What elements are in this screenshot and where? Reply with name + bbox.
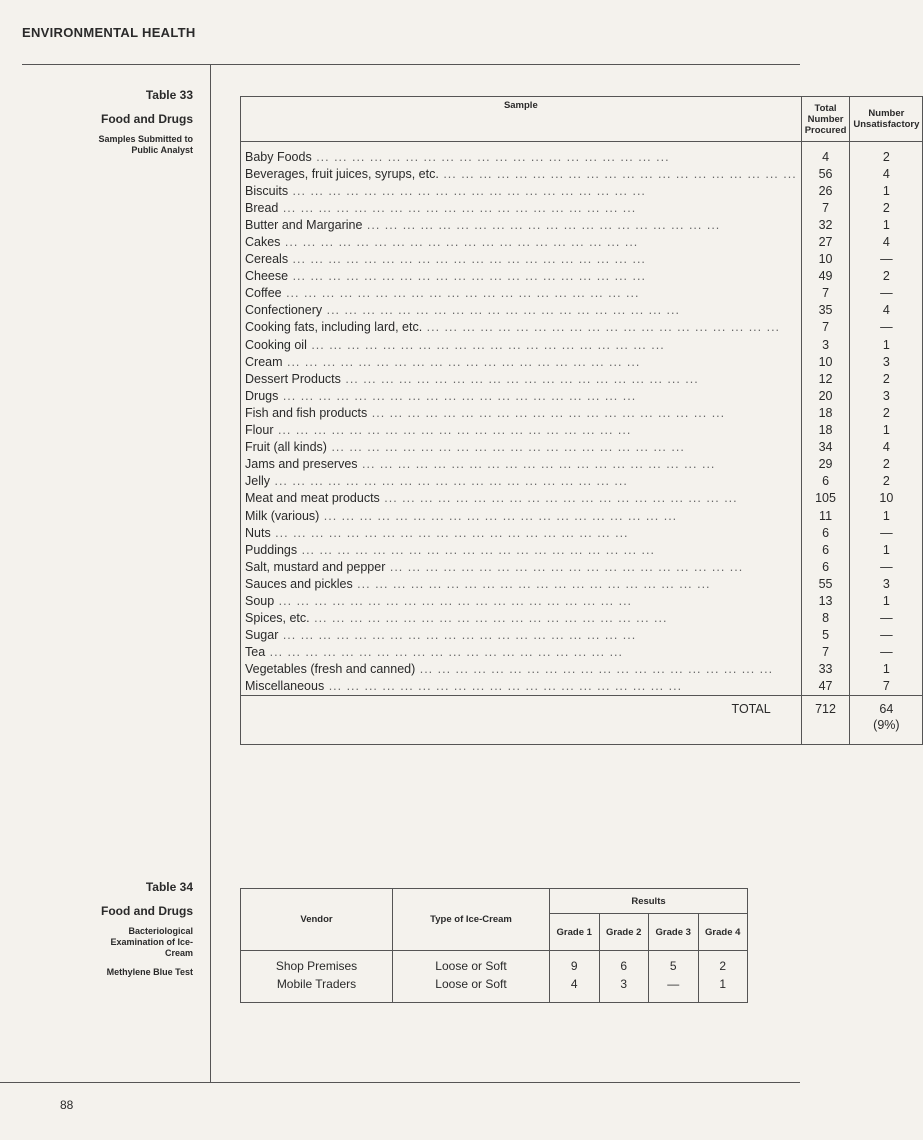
leader-dots: ... ... ... ... ... ... ... ... ... ... ... ... ... ... ... ... ... ... ... ... [282,354,641,369]
table-row [241,678,923,696]
total-procured-cell: 6 [801,558,850,575]
leader-dots: ... ... ... ... ... ... ... ... ... ... ... ... ... ... ... ... ... ... ... ... [265,645,623,660]
table-row [241,422,923,439]
total-procured-cell: 10 [801,251,850,268]
total-row [241,696,923,745]
leader-dots: ... ... ... ... ... ... ... ... ... ... ... ... ... ... ... ... ... ... ... ... [273,423,632,438]
leader-dots: ... ... ... ... ... ... ... ... ... ... ... ... ... ... ... ... ... ... ... ... [379,491,738,506]
unsatisfactory-cell: — [850,524,923,541]
total-procured-cell: 27 [801,233,850,250]
sample-name: Spices, etc. [245,611,310,626]
total-procured-cell: 29 [801,456,850,473]
sample-cell [241,507,802,524]
sample-name: Cooking oil [245,337,307,352]
sample-cell [241,473,802,490]
table-row [241,951,748,977]
total-procured-cell: 5 [801,627,850,644]
sample-cell [241,142,802,166]
sample-name: Biscuits [245,183,289,198]
table34-label: Table 34 [145,880,193,894]
total-procured-cell: 7 [801,285,850,302]
total-procured-cell: 55 [801,575,850,592]
sample-name: Nuts [245,525,271,540]
sample-cell [241,592,802,609]
sample-cell [241,404,802,421]
total-procured-cell: 32 [801,216,850,233]
leader-dots: ... ... ... ... ... ... ... ... ... ... ... ... ... ... ... ... ... ... ... ... [385,559,744,574]
sample-cell [241,285,802,302]
table-row [241,473,923,490]
table-row [241,404,923,421]
unsatisfactory-cell: 1 [850,541,923,558]
col-grade-2: Grade 2 [599,914,649,951]
unsatisfactory-cell: — [850,285,923,302]
sample-name: Flour [245,423,274,438]
unsatisfactory-cell: 4 [850,233,923,250]
table-row [241,610,923,627]
unsatisfactory-cell: 4 [850,439,923,456]
sample-name: Soup [245,593,275,608]
sample-cell [241,370,802,387]
sample-cell [241,199,802,216]
table-row [241,353,923,370]
total-procured-cell: 8 [801,610,850,627]
total-procured-cell: 7 [801,644,850,661]
table-row [241,558,923,575]
unsatisfactory-cell: 2 [850,456,923,473]
unsatisfactory-cell: — [850,558,923,575]
g3-cell: 5 [649,951,699,977]
total-procured-cell: 35 [801,302,850,319]
total-procured-cell: 33 [801,661,850,678]
sample-name: Beverages, fruit juices, syrups, etc. [245,166,439,181]
sample-name: Tea [245,645,266,660]
bottom-rule [0,1082,800,1083]
sample-cell [241,268,802,285]
table-row [241,490,923,507]
sample-name: Salt, mustard and pepper [245,559,386,574]
table-row [241,524,923,541]
col-ice-cream-type: Type of Ice-Cream [393,889,550,951]
table-row [241,627,923,644]
leader-dots: ... ... ... ... ... ... ... ... ... ... ... ... ... ... ... ... ... ... ... ... [274,593,633,608]
unsatisfactory-cell: 1 [850,592,923,609]
sample-name: Sauces and pickles [245,576,353,591]
table33-label: Table 33 [145,88,193,102]
unsatisfactory-cell: 4 [850,302,923,319]
sample-cell [241,422,802,439]
table-row [241,319,923,336]
sample-cell [241,610,802,627]
leader-dots: ... ... ... ... ... ... ... ... ... ... ... ... ... ... ... ... ... ... ... ... [311,149,670,164]
unsatisfactory-cell: 2 [850,370,923,387]
total-procured-cell: 6 [801,473,850,490]
unsatisfactory-cell: 1 [850,507,923,524]
leader-dots: ... ... ... ... ... ... ... ... ... ... ... ... ... ... ... ... ... ... ... ... [270,525,629,540]
sample-name: Sugar [245,628,279,643]
table-row [241,142,923,166]
sample-name: Confectionery [245,303,323,318]
table-row [241,285,923,302]
sample-name: Baby Foods [245,149,312,164]
sample-name: Vegetables (fresh and canned) [245,662,416,677]
table34-body [241,951,748,1003]
g1-cell: 4 [550,976,600,1003]
sample-cell [241,319,802,336]
total-procured-cell: 56 [801,165,850,182]
type-cell: Loose or Soft [393,976,550,1003]
table-row [241,251,923,268]
sample-cell [241,541,802,558]
unsatisfactory-cell: 1 [850,336,923,353]
leader-dots: ... ... ... ... ... ... ... ... ... ... ... ... ... ... ... ... ... ... ... ... [288,252,646,267]
top-rule [22,64,800,65]
table33-body [241,142,923,696]
table34-method: Methylene Blue Test [106,967,193,977]
g2-cell: 3 [599,976,649,1003]
table-row [241,233,923,250]
sample-cell [241,678,802,696]
sample-cell [241,439,802,456]
unsatisfactory-cell: 10 [850,490,923,507]
sample-name: Jams and preserves [245,457,358,472]
table33-subtitle: Samples Submitted to Public Analyst [98,134,193,155]
table-row [241,336,923,353]
sample-cell [241,182,802,199]
unsatisfactory-cell: 1 [850,182,923,199]
total-procured-cell: 6 [801,524,850,541]
unsatisfactory-cell: 3 [850,575,923,592]
total-procured-cell: 105 [801,490,850,507]
total-procured-cell: 18 [801,422,850,439]
col-unsatisfactory: Number Unsatisfactory [850,97,923,142]
vendor-cell: Mobile Traders [241,976,393,1003]
total-procured-cell: 4 [801,142,850,166]
table33-title: Food and Drugs [101,112,193,126]
leader-dots: ... ... ... ... ... ... ... ... ... ... ... ... ... ... ... ... ... ... ... ... [297,542,655,557]
leader-dots: ... ... ... ... ... ... ... ... ... ... ... ... ... ... ... ... ... ... ... ... [270,474,628,489]
unsatisfactory-cell: 4 [850,165,923,182]
sample-name: Cheese [245,269,289,284]
vendor-cell: Shop Premises [241,951,393,977]
total-procured-cell: 26 [801,182,850,199]
sample-name: Cakes [245,235,281,250]
sample-cell [241,336,802,353]
unsatisfactory-cell: 2 [850,199,923,216]
total-procured-cell: 6 [801,541,850,558]
leader-dots: ... ... ... ... ... ... ... ... ... ... ... ... ... ... ... ... ... ... ... ... [288,183,646,198]
leader-dots: ... ... ... ... ... ... ... ... ... ... ... ... ... ... ... ... ... ... ... ... [306,337,665,352]
col-total-procured: Total Number Procured [801,97,850,142]
sample-name: Butter and Margarine [245,217,363,232]
total-procured-cell: 7 [801,319,850,336]
col-results: Results [550,889,748,914]
total-value: 712 [801,696,850,745]
leader-dots: ... ... ... ... ... ... ... ... ... ... ... ... ... ... ... ... ... ... ... ... [422,320,781,335]
col-grade-1: Grade 1 [550,914,600,951]
total-procured-cell: 7 [801,199,850,216]
unsatisfactory-cell: 1 [850,661,923,678]
unsatisfactory-cell: — [850,319,923,336]
unsatisfactory-cell: 2 [850,473,923,490]
sample-cell [241,524,802,541]
sample-cell [241,353,802,370]
table33 [240,96,923,745]
unsatisfactory-cell: — [850,627,923,644]
leader-dots: ... ... ... ... ... ... ... ... ... ... ... ... ... ... ... ... ... ... ... ... [309,611,668,626]
sample-cell [241,490,802,507]
unsatisfactory-cell: 2 [850,142,923,166]
sample-cell [241,387,802,404]
col-sample: Sample [241,97,802,142]
total-procured-cell: 34 [801,439,850,456]
table-row [241,165,923,182]
leader-dots: ... ... ... ... ... ... ... ... ... ... ... ... ... ... ... ... ... ... ... ... [319,508,678,523]
leader-dots: ... ... ... ... ... ... ... ... ... ... ... ... ... ... ... ... ... ... ... ... [324,679,683,694]
unsatisfactory-cell: 1 [850,216,923,233]
leader-dots: ... ... ... ... ... ... ... ... ... ... ... ... ... ... ... ... ... ... ... ... [357,457,716,472]
leader-dots: ... ... ... ... ... ... ... ... ... ... ... ... ... ... ... ... ... ... ... ... [278,388,637,403]
total-procured-cell: 49 [801,268,850,285]
sample-name: Meat and meat products [245,491,380,506]
total-procured-cell: 47 [801,678,850,696]
table34-caption [13,880,193,978]
total-procured-cell: 13 [801,592,850,609]
column-divider [210,64,211,1082]
sample-name: Fish and fish products [245,405,368,420]
table-row [241,387,923,404]
table-row [241,439,923,456]
total-procured-cell: 12 [801,370,850,387]
unsatisfactory-cell: 2 [850,404,923,421]
g1-cell: 9 [550,951,600,977]
col-vendor: Vendor [241,889,393,951]
g2-cell: 6 [599,951,649,977]
g4-cell: 2 [698,951,748,977]
sample-name: Cooking fats, including lard, etc. [245,320,423,335]
sample-name: Milk (various) [245,508,320,523]
total-unsat-count: 64 [879,702,894,716]
total-procured-cell: 20 [801,387,850,404]
table34-title: Food and Drugs [101,904,193,918]
sample-cell [241,558,802,575]
sample-cell [241,165,802,182]
sample-name: Cream [245,354,283,369]
leader-dots: ... ... ... ... ... ... ... ... ... ... ... ... ... ... ... ... ... ... ... ... [367,405,726,420]
leader-dots: ... ... ... ... ... ... ... ... ... ... ... ... ... ... ... ... ... ... ... ... [280,235,639,250]
table33-caption [13,88,193,156]
total-procured-cell: 11 [801,507,850,524]
leader-dots: ... ... ... ... ... ... ... ... ... ... ... ... ... ... ... ... ... ... ... ... [281,286,640,301]
table-row [241,199,923,216]
page-number: 88 [60,1098,74,1112]
table34 [240,888,748,1003]
table-row [241,182,923,199]
table-row [241,507,923,524]
leader-dots: ... ... ... ... ... ... ... ... ... ... ... ... ... ... ... ... ... ... ... ... [278,628,637,643]
leader-dots: ... ... ... ... ... ... ... ... ... ... ... ... ... ... ... ... ... ... ... ... [340,371,699,386]
unsatisfactory-cell: 3 [850,353,923,370]
unsatisfactory-cell: — [850,610,923,627]
table34-subtitle: Bacteriological Examination of Ice-Cream [110,926,193,958]
total-unsatisfactory [850,696,923,745]
sample-name: Jelly [245,474,271,489]
sample-name: Puddings [245,542,298,557]
table-row [241,976,748,1003]
unsatisfactory-cell: — [850,644,923,661]
sample-name: Coffee [245,286,282,301]
sample-cell [241,302,802,319]
g3-cell: — [649,976,699,1003]
table-row [241,592,923,609]
col-grade-4: Grade 4 [698,914,748,951]
sample-name: Fruit (all kinds) [245,440,327,455]
col-grade-3: Grade 3 [649,914,699,951]
unsatisfactory-cell: 7 [850,678,923,696]
total-procured-cell: 3 [801,336,850,353]
sample-name: Cereals [245,252,289,267]
sample-cell [241,251,802,268]
leader-dots: ... ... ... ... ... ... ... ... ... ... ... ... ... ... ... ... ... ... ... ... [326,440,685,455]
table-row [241,644,923,661]
unsatisfactory-cell: 1 [850,422,923,439]
type-cell: Loose or Soft [393,951,550,977]
table-row [241,302,923,319]
sample-name: Bread [245,200,279,215]
sample-cell [241,216,802,233]
table-row [241,456,923,473]
total-label: TOTAL [241,696,802,745]
table-row [241,541,923,558]
total-procured-cell: 10 [801,353,850,370]
sample-cell [241,661,802,678]
leader-dots: ... ... ... ... ... ... ... ... ... ... ... ... ... ... ... ... ... ... ... ... [415,662,774,677]
sample-cell [241,644,802,661]
table-row [241,216,923,233]
table-row [241,575,923,592]
leader-dots: ... ... ... ... ... ... ... ... ... ... ... ... ... ... ... ... ... ... ... ... [278,200,637,215]
sample-cell [241,233,802,250]
table-row [241,268,923,285]
leader-dots: ... ... ... ... ... ... ... ... ... ... ... ... ... ... ... ... ... ... ... ... [288,269,646,284]
sample-name: Drugs [245,388,279,403]
unsatisfactory-cell: 2 [850,268,923,285]
sample-cell [241,575,802,592]
leader-dots: ... ... ... ... ... ... ... ... ... ... ... ... ... ... ... ... ... ... ... ... [322,303,680,318]
g4-cell: 1 [698,976,748,1003]
table-row [241,370,923,387]
unsatisfactory-cell: — [850,251,923,268]
table-row [241,661,923,678]
leader-dots: ... ... ... ... ... ... ... ... ... ... ... ... ... ... ... ... ... ... ... ... [352,576,711,591]
sample-cell [241,627,802,644]
sample-name: Dessert Products [245,371,341,386]
unsatisfactory-cell: 3 [850,387,923,404]
sample-cell [241,456,802,473]
leader-dots: ... ... ... ... ... ... ... ... ... ... ... ... ... ... ... ... ... ... ... ... [362,217,721,232]
total-procured-cell: 18 [801,404,850,421]
page-header: ENVIRONMENTAL HEALTH [22,25,196,40]
total-unsat-percent: (9%) [873,718,900,732]
leader-dots: ... ... ... ... ... ... ... ... ... ... ... ... ... ... ... ... ... ... ... ... [438,166,797,181]
sample-name: Miscellaneous [245,679,325,694]
